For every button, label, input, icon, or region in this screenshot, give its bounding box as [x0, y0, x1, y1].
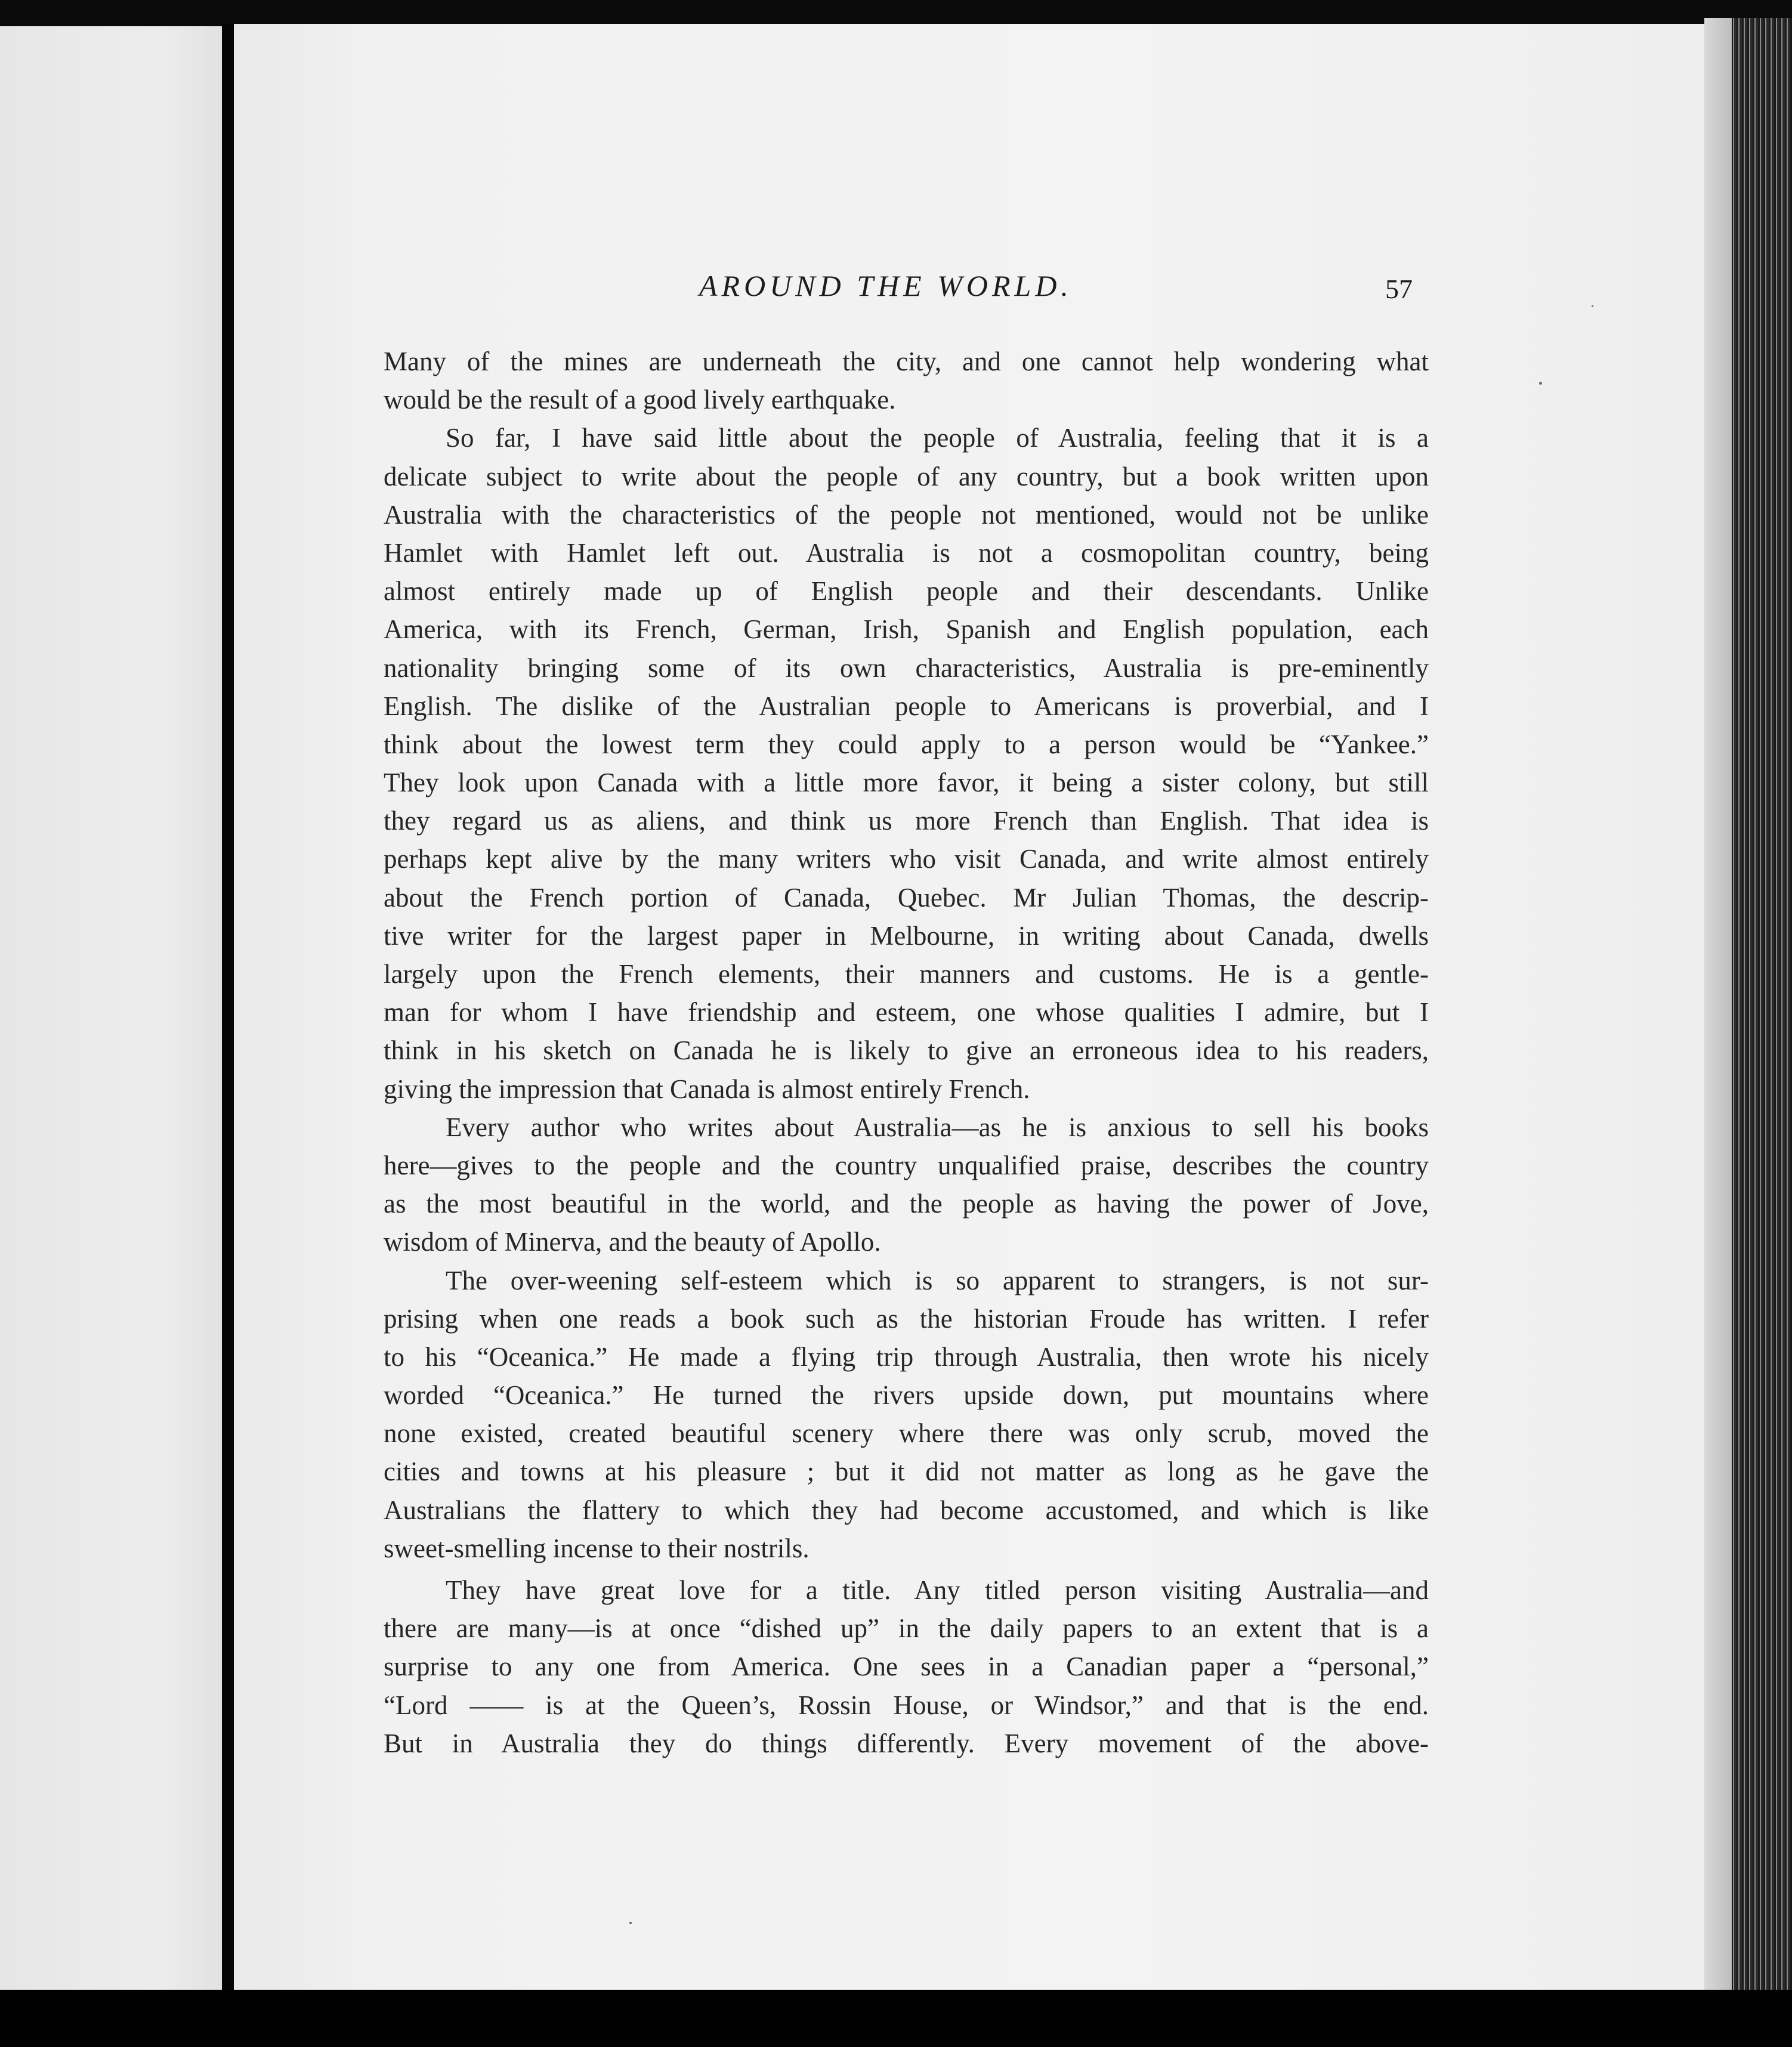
text-line: sweet-smelling incense to their nostrils.: [384, 1533, 810, 1563]
left-page-blank: [0, 26, 222, 1990]
text-line: about the French portion of Canada, Quebec. Mr Julian Thomas, the descrip-: [384, 882, 1429, 913]
running-head: AROUND THE WORLD.: [699, 269, 1073, 302]
text-line: The over-weening self-esteem which is so apparent to strangers, is not sur-: [446, 1265, 1429, 1295]
text-line: think in his sketch on Canada he is likely to give an erroneous idea to his readers,: [384, 1035, 1429, 1066]
body-text: [384, 342, 1429, 1762]
text-line: delicate subject to write about the people of any country, but a book written upon: [384, 461, 1429, 491]
scan-border-bottom: [0, 1990, 1792, 2047]
text-line: nationality bringing some of its own characteristics, Australia is pre-eminently: [384, 653, 1429, 683]
text-line: “Lord —— is at the Queen’s, Rossin House, or Windsor,” and that is the end.: [384, 1690, 1429, 1720]
text-line: But in Australia they do things differently. Every movement of the above-: [384, 1728, 1429, 1758]
text-line: prising when one reads a book such as the historian Froude has written. I refer: [384, 1303, 1429, 1334]
text-line: surprise to any one from America. One sees in a Canadian paper a “personal,”: [384, 1652, 1429, 1682]
text-line: Hamlet with Hamlet left out. Australia is not a cosmopolitan country, being: [384, 537, 1429, 568]
text-line: Australians the flattery to which they had become accustomed, and which is like: [384, 1495, 1429, 1525]
text-line: English. The dislike of the Australian people to Americans is proverbial, and I: [384, 691, 1429, 721]
text-line: largely upon the French elements, their manners and customs. He is a gentle-: [384, 959, 1429, 989]
text-line: Many of the mines are underneath the city, and one cannot help wondering what: [384, 347, 1429, 376]
text-line: perhaps kept alive by the many writers who visit Canada, and write almost entirely: [384, 844, 1429, 874]
text-line: would be the result of a good lively earthquake.: [384, 385, 896, 415]
scan-speck: [1539, 382, 1542, 385]
text-line: giving the impression that Canada is almost entirely French.: [384, 1074, 1030, 1104]
text-line: Every author who writes about Australia—as he is anxious to sell his books: [446, 1112, 1429, 1142]
text-line: America, with its French, German, Irish, Spanish and English population, each: [384, 614, 1429, 645]
book-gutter: [222, 24, 234, 1992]
text-line: cities and towns at his pleasure ; but it did not matter as long as he gave the: [384, 1457, 1429, 1487]
text-line: wisdom of Minerva, and the beauty of Apollo.: [384, 1227, 881, 1257]
text-line: They have great love for a title. Any titled person visiting Australia—and: [446, 1575, 1429, 1605]
text-line: to his “Oceanica.” He made a flying trip through Australia, then wrote his nicely: [384, 1341, 1429, 1372]
page-edges: [1704, 18, 1792, 1998]
text-line: They look upon Canada with a little more favor, it being a sister colony, but still: [384, 768, 1429, 798]
text-line: almost entirely made up of English people and their descendants. Unlike: [384, 576, 1429, 607]
text-line: here—gives to the people and the country unqualified praise, describes the country: [384, 1150, 1429, 1180]
text-line: worded “Oceanica.” He turned the rivers upside down, put mountains where: [384, 1380, 1429, 1411]
text-line: tive writer for the largest paper in Melbourne, in writing about Canada, dwells: [384, 920, 1429, 951]
page-number: 57: [1385, 274, 1413, 304]
text-line: there are many—is at once “dished up” in the daily papers to an extent that is a: [384, 1613, 1429, 1644]
page-edge-highlight: [1704, 18, 1732, 1998]
text-line: none existed, created beautiful scenery where there was only scrub, moved the: [384, 1418, 1429, 1449]
scan-speck: [629, 1922, 632, 1924]
text-line: think about the lowest term they could apply to a person would be “Yankee.”: [384, 729, 1429, 759]
text-line: man for whom I have friendship and esteem, one whose qualities I admire, but I: [384, 997, 1429, 1028]
scan-speck: [1592, 305, 1593, 307]
text-line: Australia with the characteristics of the people not mentioned, would not be unlike: [384, 499, 1429, 530]
text-line: as the most beautiful in the world, and the people as having the power of Jove,: [384, 1189, 1429, 1219]
text-line: So far, I have said little about the people of Australia, feeling that it is a: [446, 423, 1429, 453]
text-line: they regard us as aliens, and think us more French than English. That idea is: [384, 806, 1429, 836]
